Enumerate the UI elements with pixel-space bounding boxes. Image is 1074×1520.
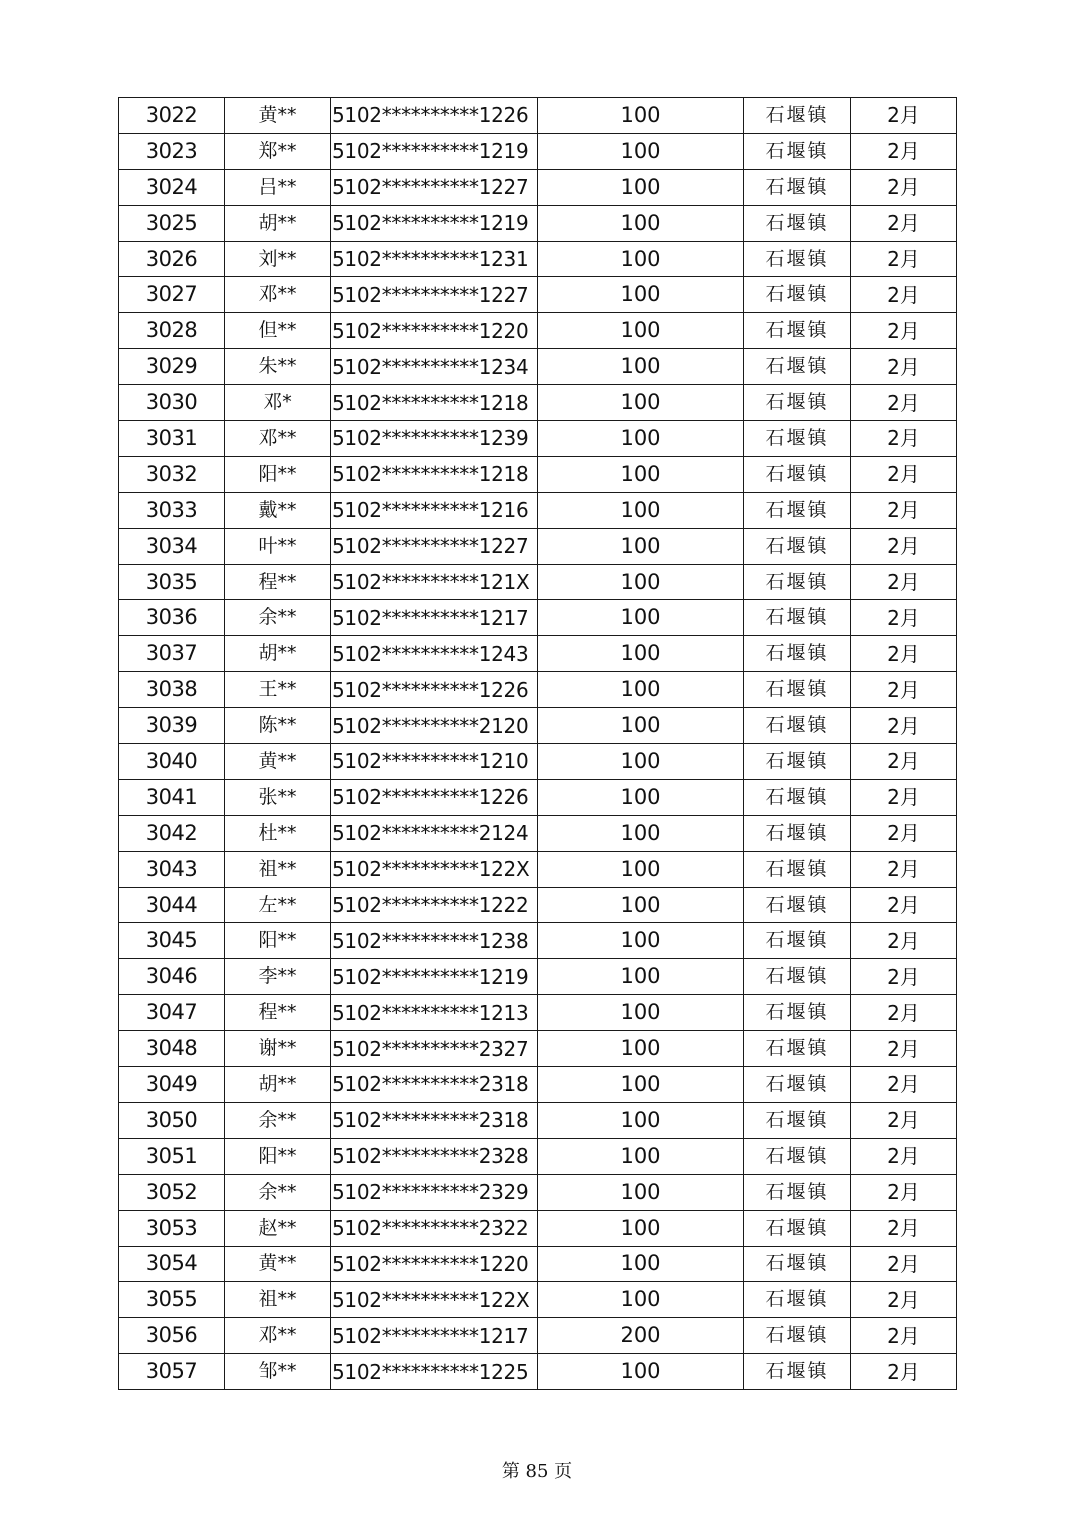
name-cell: 邓**: [225, 421, 331, 457]
month-cell: 2月: [851, 995, 957, 1031]
id-number-cell: 5102**********1216: [331, 492, 538, 528]
seq-cell: 3047: [119, 995, 225, 1031]
table-row: [119, 995, 957, 1031]
seq-cell: 3027: [119, 277, 225, 313]
name-cell: 戴**: [225, 492, 331, 528]
table-row: [119, 1067, 957, 1103]
month-cell: 2月: [851, 1138, 957, 1174]
seq-cell: 3037: [119, 636, 225, 672]
table-row: [119, 1282, 957, 1318]
seq-cell: 3023: [119, 133, 225, 169]
town-cell: 石堰镇: [744, 1282, 851, 1318]
name-cell: 阳**: [225, 923, 331, 959]
seq-cell: 3024: [119, 169, 225, 205]
town-cell: 石堰镇: [744, 1318, 851, 1354]
seq-cell: 3028: [119, 313, 225, 349]
name-cell: 张**: [225, 779, 331, 815]
name-cell: 陈**: [225, 708, 331, 744]
amount-cell: 100: [538, 241, 744, 277]
id-number-cell: 5102**********2327: [331, 1031, 538, 1067]
name-cell: 黄**: [225, 1246, 331, 1282]
id-number-cell: 5102**********1227: [331, 277, 538, 313]
seq-cell: 3036: [119, 600, 225, 636]
name-cell: 阳**: [225, 1138, 331, 1174]
amount-cell: 100: [538, 456, 744, 492]
table-row: [119, 708, 957, 744]
amount-cell: 100: [538, 528, 744, 564]
month-cell: 2月: [851, 169, 957, 205]
month-cell: 2月: [851, 133, 957, 169]
town-cell: 石堰镇: [744, 600, 851, 636]
name-cell: 邹**: [225, 1354, 331, 1390]
id-number-cell: 5102**********2120: [331, 708, 538, 744]
id-number-cell: 5102**********1210: [331, 744, 538, 780]
name-cell: 邓**: [225, 277, 331, 313]
table-row: [119, 1138, 957, 1174]
table-row: [119, 1102, 957, 1138]
table-row: [119, 564, 957, 600]
table-row: [119, 205, 957, 241]
table-row: [119, 492, 957, 528]
amount-cell: 100: [538, 1067, 744, 1103]
amount-cell: 100: [538, 277, 744, 313]
table-row: [119, 672, 957, 708]
id-number-cell: 5102**********1238: [331, 923, 538, 959]
month-cell: 2月: [851, 564, 957, 600]
id-number-cell: 5102**********1219: [331, 205, 538, 241]
town-cell: 石堰镇: [744, 1138, 851, 1174]
amount-cell: 100: [538, 815, 744, 851]
town-cell: 石堰镇: [744, 1210, 851, 1246]
table-row: [119, 421, 957, 457]
id-number-cell: 5102**********2124: [331, 815, 538, 851]
town-cell: 石堰镇: [744, 779, 851, 815]
month-cell: 2月: [851, 1354, 957, 1390]
town-cell: 石堰镇: [744, 241, 851, 277]
month-cell: 2月: [851, 1210, 957, 1246]
town-cell: 石堰镇: [744, 1102, 851, 1138]
month-cell: 2月: [851, 205, 957, 241]
id-number-cell: 5102**********1218: [331, 385, 538, 421]
amount-cell: 100: [538, 1102, 744, 1138]
month-cell: 2月: [851, 277, 957, 313]
name-cell: 王**: [225, 672, 331, 708]
seq-cell: 3034: [119, 528, 225, 564]
amount-cell: 100: [538, 349, 744, 385]
name-cell: 胡**: [225, 636, 331, 672]
id-number-cell: 5102**********122X: [331, 1282, 538, 1318]
table-row: [119, 1210, 957, 1246]
amount-cell: 100: [538, 492, 744, 528]
amount-cell: 200: [538, 1318, 744, 1354]
amount-cell: 100: [538, 1282, 744, 1318]
amount-cell: 100: [538, 313, 744, 349]
month-cell: 2月: [851, 1282, 957, 1318]
table-row: [119, 241, 957, 277]
seq-cell: 3048: [119, 1031, 225, 1067]
id-number-cell: 5102**********2318: [331, 1102, 538, 1138]
name-cell: 邓*: [225, 385, 331, 421]
name-cell: 赵**: [225, 1210, 331, 1246]
seq-cell: 3029: [119, 349, 225, 385]
table-row: [119, 98, 957, 134]
town-cell: 石堰镇: [744, 98, 851, 134]
month-cell: 2月: [851, 1031, 957, 1067]
month-cell: 2月: [851, 492, 957, 528]
id-number-cell: 5102**********1220: [331, 1246, 538, 1282]
month-cell: 2月: [851, 241, 957, 277]
id-number-cell: 5102**********1227: [331, 169, 538, 205]
seq-cell: 3026: [119, 241, 225, 277]
table-row: [119, 313, 957, 349]
amount-cell: 100: [538, 672, 744, 708]
month-cell: 2月: [851, 1067, 957, 1103]
amount-cell: 100: [538, 708, 744, 744]
amount-cell: 100: [538, 851, 744, 887]
seq-cell: 3033: [119, 492, 225, 528]
name-cell: 阳**: [225, 456, 331, 492]
month-cell: 2月: [851, 815, 957, 851]
town-cell: 石堰镇: [744, 564, 851, 600]
amount-cell: 100: [538, 959, 744, 995]
id-number-cell: 5102**********1217: [331, 600, 538, 636]
town-cell: 石堰镇: [744, 815, 851, 851]
amount-cell: 100: [538, 779, 744, 815]
table-row: [119, 528, 957, 564]
month-cell: 2月: [851, 349, 957, 385]
town-cell: 石堰镇: [744, 1067, 851, 1103]
name-cell: 吕**: [225, 169, 331, 205]
town-cell: 石堰镇: [744, 385, 851, 421]
month-cell: 2月: [851, 1246, 957, 1282]
name-cell: 祖**: [225, 1282, 331, 1318]
month-cell: 2月: [851, 385, 957, 421]
seq-cell: 3038: [119, 672, 225, 708]
town-cell: 石堰镇: [744, 1246, 851, 1282]
name-cell: 谢**: [225, 1031, 331, 1067]
seq-cell: 3045: [119, 923, 225, 959]
table-row: [119, 169, 957, 205]
month-cell: 2月: [851, 636, 957, 672]
month-cell: 2月: [851, 708, 957, 744]
id-number-cell: 5102**********1226: [331, 98, 538, 134]
town-cell: 石堰镇: [744, 169, 851, 205]
seq-cell: 3031: [119, 421, 225, 457]
amount-cell: 100: [538, 600, 744, 636]
seq-cell: 3030: [119, 385, 225, 421]
amount-cell: 100: [538, 564, 744, 600]
town-cell: 石堰镇: [744, 421, 851, 457]
town-cell: 石堰镇: [744, 1174, 851, 1210]
table-row: [119, 1246, 957, 1282]
name-cell: 但**: [225, 313, 331, 349]
amount-cell: 100: [538, 744, 744, 780]
id-number-cell: 5102**********1217: [331, 1318, 538, 1354]
name-cell: 胡**: [225, 1067, 331, 1103]
amount-cell: 100: [538, 133, 744, 169]
name-cell: 黄**: [225, 98, 331, 134]
table-row: [119, 456, 957, 492]
table-row: [119, 779, 957, 815]
month-cell: 2月: [851, 98, 957, 134]
amount-cell: 100: [538, 923, 744, 959]
table-row: [119, 923, 957, 959]
amount-cell: 100: [538, 169, 744, 205]
seq-cell: 3052: [119, 1174, 225, 1210]
table-row: [119, 1354, 957, 1390]
month-cell: 2月: [851, 313, 957, 349]
town-cell: 石堰镇: [744, 708, 851, 744]
town-cell: 石堰镇: [744, 492, 851, 528]
month-cell: 2月: [851, 851, 957, 887]
name-cell: 程**: [225, 564, 331, 600]
month-cell: 2月: [851, 421, 957, 457]
id-number-cell: 5102**********1220: [331, 313, 538, 349]
town-cell: 石堰镇: [744, 923, 851, 959]
amount-cell: 100: [538, 1354, 744, 1390]
town-cell: 石堰镇: [744, 959, 851, 995]
table-row: [119, 133, 957, 169]
id-number-cell: 5102**********2329: [331, 1174, 538, 1210]
seq-cell: 3049: [119, 1067, 225, 1103]
town-cell: 石堰镇: [744, 851, 851, 887]
amount-cell: 100: [538, 421, 744, 457]
town-cell: 石堰镇: [744, 887, 851, 923]
page-number: 第 85 页: [501, 1461, 573, 1482]
month-cell: 2月: [851, 887, 957, 923]
town-cell: 石堰镇: [744, 133, 851, 169]
table-row: [119, 815, 957, 851]
table-row: [119, 349, 957, 385]
town-cell: 石堰镇: [744, 313, 851, 349]
name-cell: 余**: [225, 1102, 331, 1138]
amount-cell: 100: [538, 1138, 744, 1174]
seq-cell: 3053: [119, 1210, 225, 1246]
name-cell: 李**: [225, 959, 331, 995]
amount-cell: 100: [538, 1174, 744, 1210]
id-number-cell: 5102**********121X: [331, 564, 538, 600]
month-cell: 2月: [851, 528, 957, 564]
id-number-cell: 5102**********122X: [331, 851, 538, 887]
id-number-cell: 5102**********1227: [331, 528, 538, 564]
seq-cell: 3035: [119, 564, 225, 600]
seq-cell: 3044: [119, 887, 225, 923]
seq-cell: 3051: [119, 1138, 225, 1174]
town-cell: 石堰镇: [744, 636, 851, 672]
month-cell: 2月: [851, 600, 957, 636]
id-number-cell: 5102**********2322: [331, 1210, 538, 1246]
id-number-cell: 5102**********1226: [331, 779, 538, 815]
table-row: [119, 1031, 957, 1067]
table-row: [119, 959, 957, 995]
seq-cell: 3032: [119, 456, 225, 492]
table-row: [119, 744, 957, 780]
town-cell: 石堰镇: [744, 205, 851, 241]
seq-cell: 3039: [119, 708, 225, 744]
amount-cell: 100: [538, 385, 744, 421]
seq-cell: 3042: [119, 815, 225, 851]
name-cell: 杜**: [225, 815, 331, 851]
name-cell: 余**: [225, 1174, 331, 1210]
month-cell: 2月: [851, 923, 957, 959]
month-cell: 2月: [851, 744, 957, 780]
month-cell: 2月: [851, 1102, 957, 1138]
id-number-cell: 5102**********1219: [331, 133, 538, 169]
id-number-cell: 5102**********1225: [331, 1354, 538, 1390]
town-cell: 石堰镇: [744, 1354, 851, 1390]
seq-cell: 3025: [119, 205, 225, 241]
town-cell: 石堰镇: [744, 349, 851, 385]
id-number-cell: 5102**********2318: [331, 1067, 538, 1103]
seq-cell: 3055: [119, 1282, 225, 1318]
id-number-cell: 5102**********1234: [331, 349, 538, 385]
name-cell: 郑**: [225, 133, 331, 169]
amount-cell: 100: [538, 1246, 744, 1282]
table-row: [119, 277, 957, 313]
name-cell: 叶**: [225, 528, 331, 564]
amount-cell: 100: [538, 1210, 744, 1246]
table-row: [119, 1174, 957, 1210]
seq-cell: 3040: [119, 744, 225, 780]
table-row: [119, 851, 957, 887]
table-row: [119, 600, 957, 636]
id-number-cell: 5102**********1239: [331, 421, 538, 457]
month-cell: 2月: [851, 672, 957, 708]
amount-cell: 100: [538, 98, 744, 134]
seq-cell: 3054: [119, 1246, 225, 1282]
name-cell: 黄**: [225, 744, 331, 780]
amount-cell: 100: [538, 205, 744, 241]
id-number-cell: 5102**********1243: [331, 636, 538, 672]
seq-cell: 3046: [119, 959, 225, 995]
name-cell: 程**: [225, 995, 331, 1031]
town-cell: 石堰镇: [744, 1031, 851, 1067]
id-number-cell: 5102**********1219: [331, 959, 538, 995]
seq-cell: 3057: [119, 1354, 225, 1390]
table-row: [119, 636, 957, 672]
table-row: [119, 1318, 957, 1354]
name-cell: 胡**: [225, 205, 331, 241]
name-cell: 祖**: [225, 851, 331, 887]
id-number-cell: 5102**********1213: [331, 995, 538, 1031]
month-cell: 2月: [851, 456, 957, 492]
name-cell: 刘**: [225, 241, 331, 277]
seq-cell: 3056: [119, 1318, 225, 1354]
town-cell: 石堰镇: [744, 672, 851, 708]
id-number-cell: 5102**********1226: [331, 672, 538, 708]
month-cell: 2月: [851, 1174, 957, 1210]
name-cell: 余**: [225, 600, 331, 636]
name-cell: 朱**: [225, 349, 331, 385]
id-number-cell: 5102**********1231: [331, 241, 538, 277]
amount-cell: 100: [538, 887, 744, 923]
seq-cell: 3043: [119, 851, 225, 887]
amount-cell: 100: [538, 995, 744, 1031]
month-cell: 2月: [851, 1318, 957, 1354]
table-row: [119, 887, 957, 923]
amount-cell: 100: [538, 1031, 744, 1067]
id-number-cell: 5102**********1222: [331, 887, 538, 923]
month-cell: 2月: [851, 779, 957, 815]
seq-cell: 3022: [119, 98, 225, 134]
town-cell: 石堰镇: [744, 456, 851, 492]
town-cell: 石堰镇: [744, 995, 851, 1031]
roster-table: [118, 97, 957, 1390]
id-number-cell: 5102**********2328: [331, 1138, 538, 1174]
seq-cell: 3041: [119, 779, 225, 815]
name-cell: 左**: [225, 887, 331, 923]
town-cell: 石堰镇: [744, 528, 851, 564]
id-number-cell: 5102**********1218: [331, 456, 538, 492]
town-cell: 石堰镇: [744, 744, 851, 780]
name-cell: 邓**: [225, 1318, 331, 1354]
town-cell: 石堰镇: [744, 277, 851, 313]
amount-cell: 100: [538, 636, 744, 672]
seq-cell: 3050: [119, 1102, 225, 1138]
month-cell: 2月: [851, 959, 957, 995]
table-row: [119, 385, 957, 421]
roster-table-body: [119, 98, 957, 1390]
